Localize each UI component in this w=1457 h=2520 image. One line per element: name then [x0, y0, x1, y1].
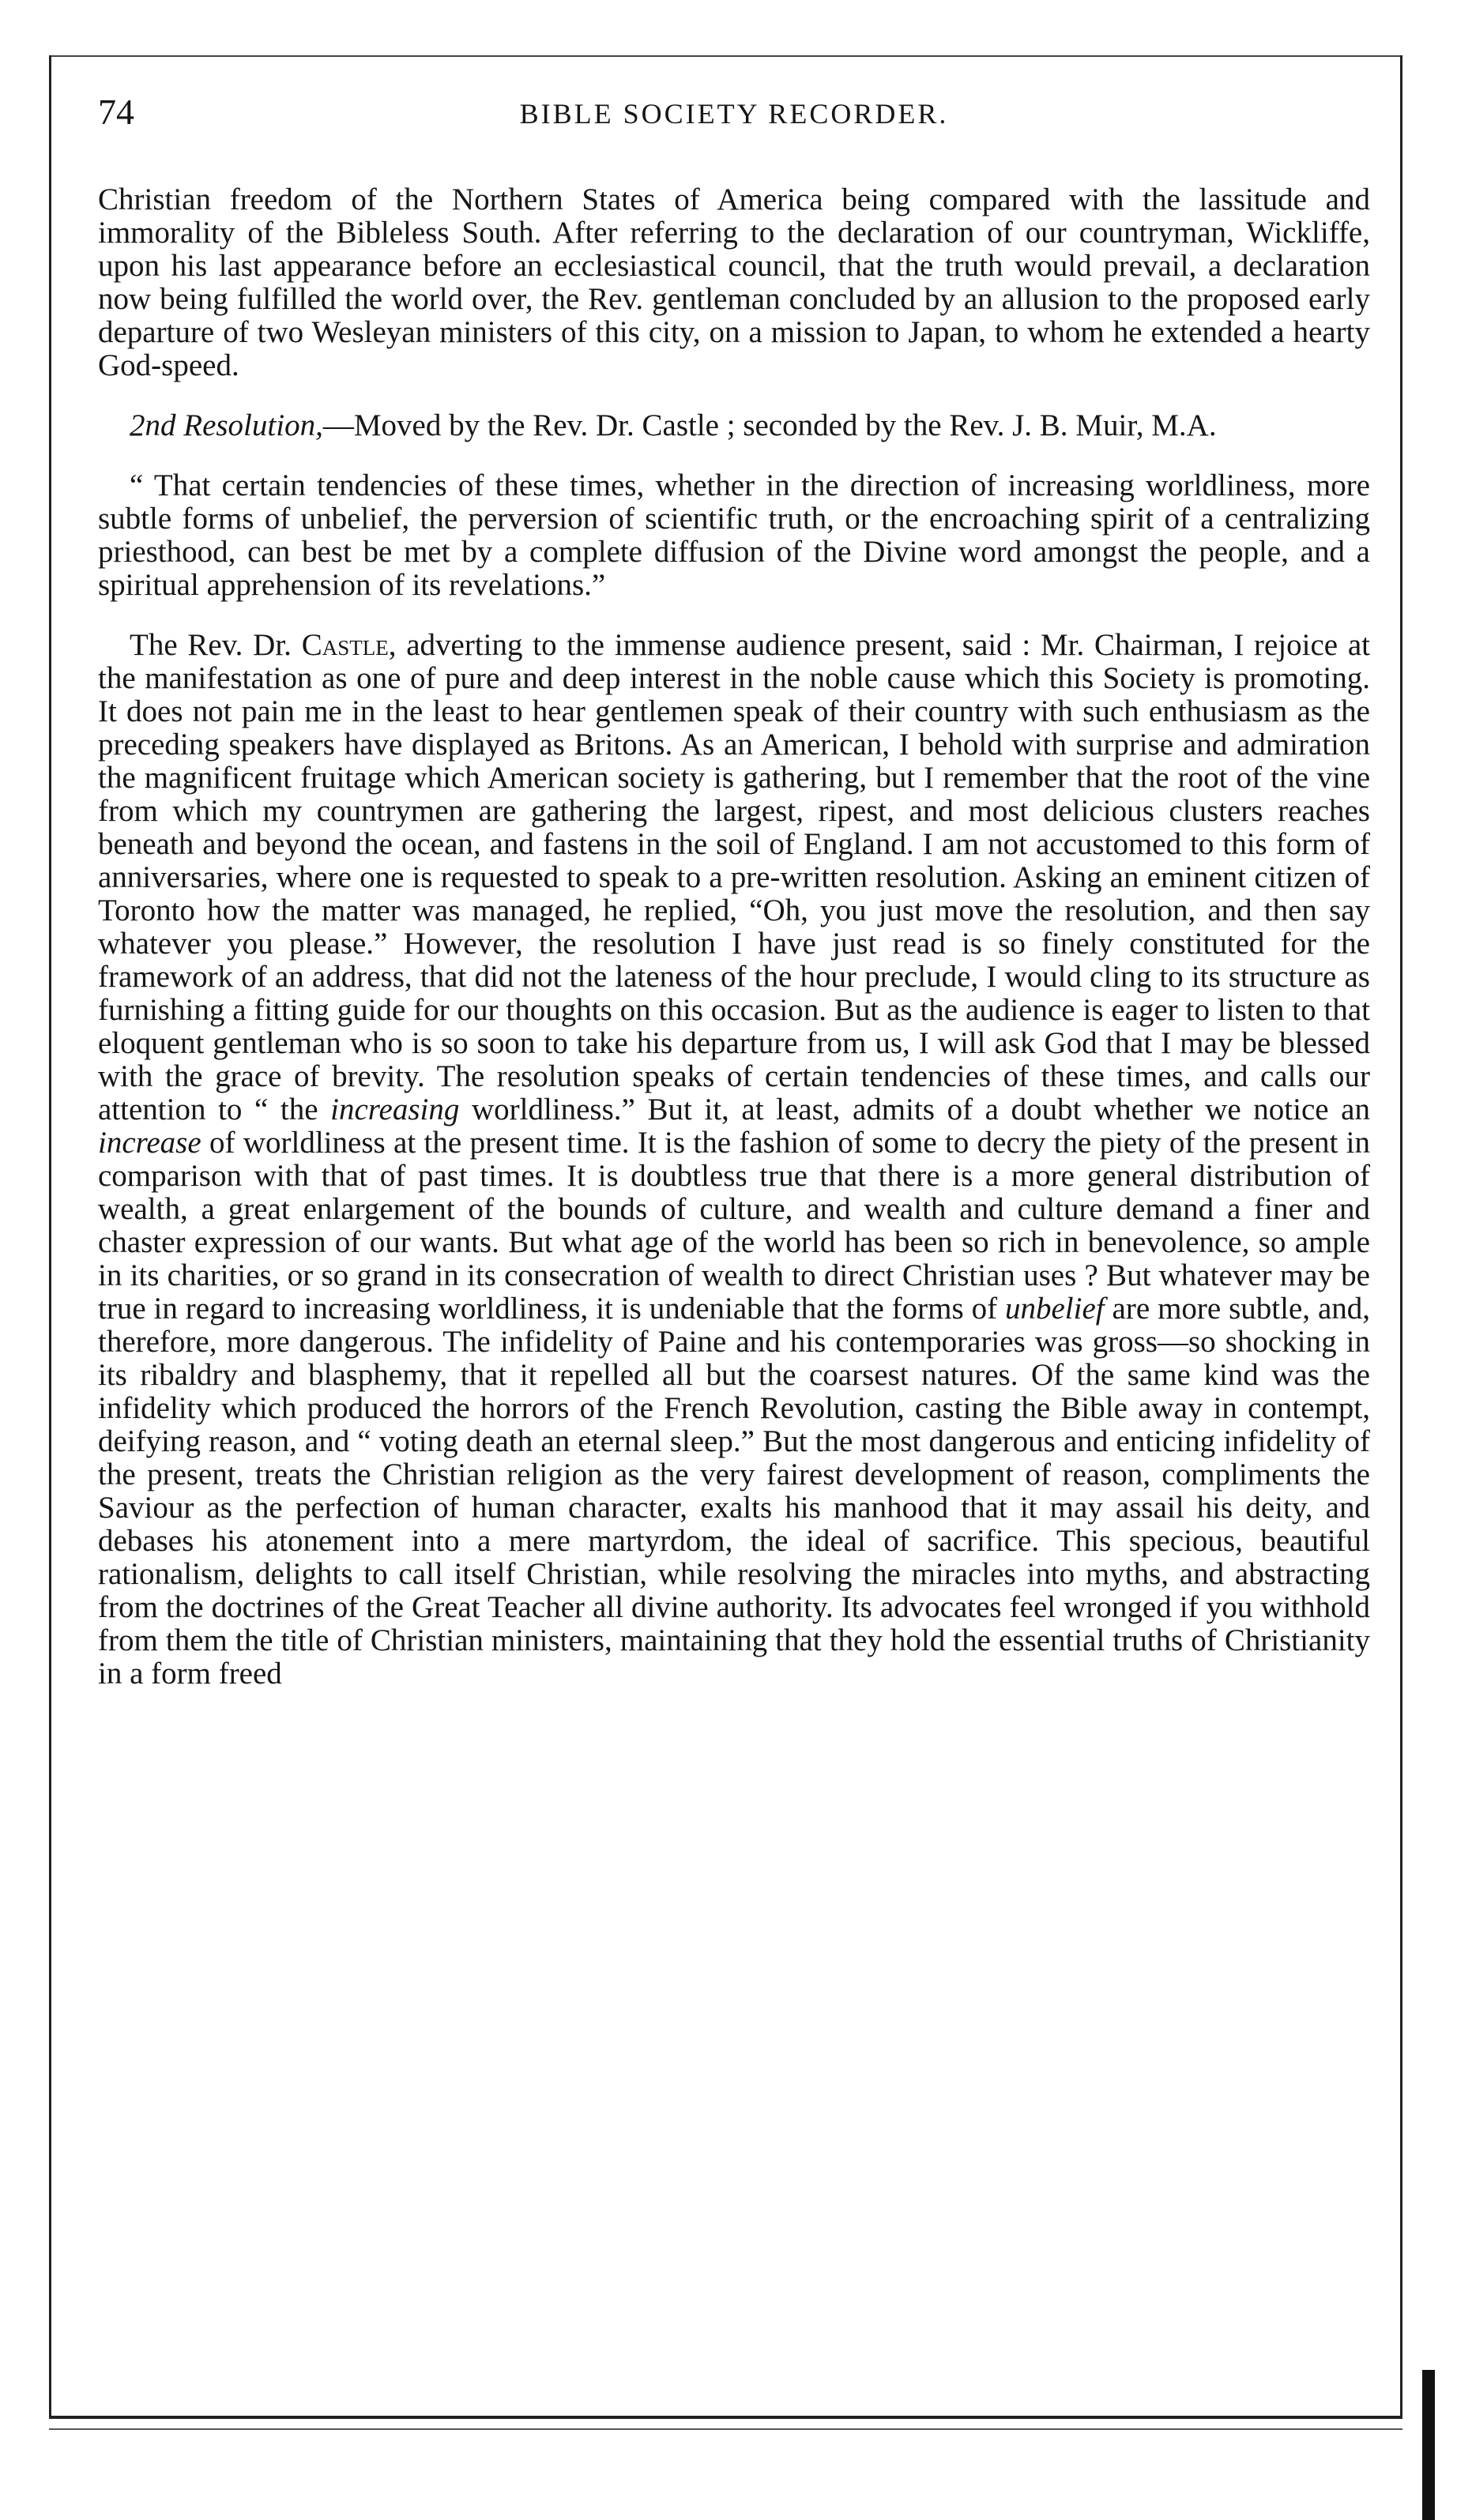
- page-header: [98, 88, 1370, 144]
- resolution-movers: —Moved by the Rev. Dr. Castle ; seconded by the Rev. J. B. Muir, M.A.: [322, 408, 1217, 442]
- page-border-right: [1400, 55, 1402, 2417]
- speech-lead: The Rev. Dr.: [130, 628, 302, 662]
- resolution-heading: [98, 409, 1370, 442]
- emphasis-increase: increase: [98, 1126, 201, 1160]
- page-border-bottom: [49, 2416, 1402, 2419]
- emphasis-unbelief: unbelief: [1005, 1292, 1105, 1326]
- body-text: [98, 183, 1370, 1717]
- speech-part-b: worldliness.” But it, at least, admits of a doubt whether we notice an: [459, 1093, 1370, 1126]
- speaker-name: Castle: [301, 628, 389, 662]
- page-border-left: [49, 55, 51, 2417]
- paragraph-continuation: Christian freedom of the Northern States of America being compared with the lassitude and immorality of the Bibleless South. After referring to the declaration of our countryman, Wickliffe, upon his last appearance before an ecclesiastical council, that the truth would prevail, a declaration now being fulfilled the world over, the Rev. gentleman concluded by an allusion to the proposed early departure of two Wesleyan ministers of this city, on a mission to Japan, to whom he extended a hearty God-speed.: [98, 182, 1370, 382]
- speech-part-d: are more subtle, and, therefore, more dangerous. The infidelity of Paine and his contemporaries was gross—so shocking in its ribaldry and blasphemy, that it repelled all but the coarsest natures. Of the same kind was the infidelity which produced the horrors of the French Revolution, casting the Bible away in contempt, deifying reason, and “ voting death an eternal sleep.” But the most dangerous and enticing infidelity of the present, treats the Christian religion as the very fairest development of reason, compliments the Saviour as the perfection of human character, exalts his manhood that it may assail his deity, and debases his atonement into a mere martyrdom, the ideal of sacrifice. This specious, beautiful rationalism, delights to call itself Christian, while resolving the miracles into myths, and abstracting from the doctrines of the Great Teacher all divine authority. Its advocates feel wronged if you withhold from them the title of Christian ministers, maintaining that they hold the essential truths of Christianity in a form freed: [98, 1292, 1370, 1691]
- resolution-text: “ That certain tendencies of these times, whether in the direction of increasing worldliness, more subtle forms of unbelief, the perversion of scientific truth, or the encroaching spirit of a centralizing priesthood, can best be met by a complete diffusion of the Divine word amongst the people, and a spiritual apprehension of its revelations.”: [98, 468, 1370, 602]
- resolution-label: 2nd Resolution,: [130, 408, 323, 442]
- speech-part-c: of worldliness at the present time. It is the fashion of some to decry the piety of the present in comparison with that of past times. It is doubtless true that there is a more general distribution of wealth, a great enlargement of the bounds of culture, and wealth and culture demand a finer and chaster expression of our wants. But what age of the world has been so rich in benevolence, so ample in its charities, or so grand in its consecration of wealth to direct Christian uses ? But whatever may be true in regard to increasing worldliness, it is undeniable that the forms of: [98, 1126, 1370, 1326]
- page-border-bottom-rule: [49, 2428, 1402, 2430]
- binding-edge-mark: [1422, 2370, 1435, 2520]
- page-number: 74: [98, 92, 134, 132]
- page-border-top: [49, 55, 1402, 57]
- emphasis-increasing: increasing: [330, 1093, 460, 1126]
- running-head: BIBLE SOCIETY RECORDER.: [519, 98, 949, 130]
- speech-paragraph: [98, 629, 1370, 1691]
- speech-part-a: , adverting to the immense audience present, said : Mr. Chairman, I rejoice at the manifestation as one of pure and deep interest in the noble cause which this Society is promoting. It does not pain me in the least to hear gentlemen speak of their country with such enthusiasm as the preceding speakers have displayed as Britons. As an American, I behold with surprise and admiration the magnificent fruitage which American society is gathering, but I remember that the root of the vine from which my countrymen are gathering the largest, ripest, and most delicious clusters reaches beneath and beyond the ocean, and fastens in the soil of England. I am not accustomed to this form of anniversaries, where one is requested to speak to a pre-written resolution. Asking an eminent citizen of Toronto how the matter was managed, he replied, “Oh, you just move the resolution, and then say whatever you please.” However, the resolution I have just read is so finely constituted for the framework of an address, that did not the lateness of the hour preclude, I would cling to its structure as furnishing a fitting guide for our thoughts on this occasion. But as the audience is eager to listen to that eloquent gentleman who is so soon to take his departure from us, I will ask God that I may be blessed with the grace of brevity. The resolution speaks of certain tendencies of these times, and calls our attention to “ the: [98, 628, 1370, 1126]
